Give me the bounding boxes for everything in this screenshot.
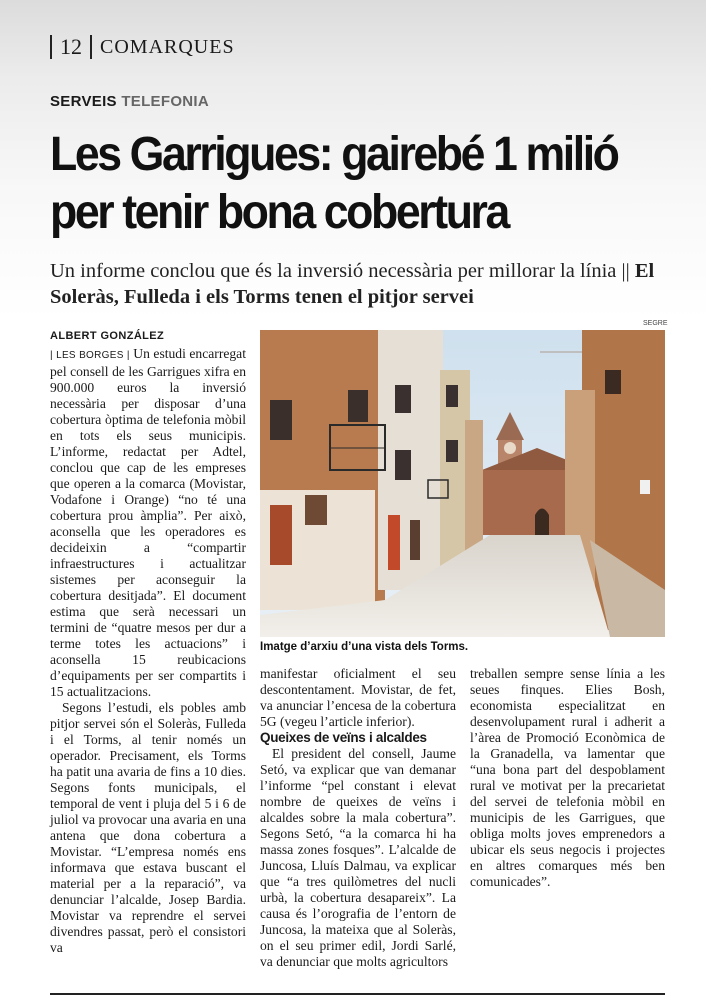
headline-line-1: Les Garrigues: gairebé 1 milió (50, 128, 618, 181)
header-rule-right (90, 35, 92, 59)
kicker-sub: TELEFONIA (121, 93, 210, 110)
subhead (50, 258, 690, 310)
subhead-part-2: El Soleràs, Fulleda i els Torms tenen el pitjor servei (50, 260, 655, 308)
kicker-main: SERVEIS (50, 93, 117, 110)
subhead-part-1: Un informe conclou que és la inversió necessària per millorar la línia || (50, 260, 630, 282)
header-rule-left (50, 35, 52, 59)
dateline: | LES BORGES | (50, 350, 130, 361)
article-column-3 (470, 666, 665, 890)
kicker (50, 93, 209, 110)
paragraph-2: Segons l’estudi, els pobles amb pitjor servei són el Soleràs, Fulleda i el Torms, al tenir només un operador. Precisament, els Torms ha patit una avaria de fins a 10 dies. Segons fonts municipals, el temporal de vent i pluja del 5 i 6 de juliol va provocar una avaria en una antena que dona cobertura a Movistar. “L’empresa només ens informava que estava buscant el material per a la reparació”, va denunciar l’alcalde, Josep Bardia. Movistar va reprendre el servei divendres passat, però el consistori va (50, 700, 246, 955)
article-photo (260, 330, 665, 637)
byline: ALBERT GONZÁLEZ (50, 330, 165, 342)
bottom-rule (50, 993, 665, 995)
photo-caption: Imatge d’arxiu d’una vista dels Torms. (260, 641, 469, 653)
paragraph-1-text: Un estudi encarregat pel consell de les Garrigues xifra en 900.000 euros la inversió necessària per disposar d’una cobertura òptima de telefonia mòbil en tots els seus municipis. L’informe, redactat per Adtel, conclou que cap de les empreses que operen a la comarca (Movistar, Vodafone i Orange) “no té una cobertura prou àmplia”. Per això, aconsella que les operadores es decideixin a “compartir infraestructures i actualitzar sistemes per aconseguir la cobertura desitjada”. El document estima que serà necessari un termini de “quatre mesos per dur a terme totes les actuacions” i aconsella 15 reubicacions d’equipaments per ser compartits i 15 actualitzacions. (50, 346, 246, 699)
section-name: COMARQUES (100, 35, 235, 58)
paragraph-1 (50, 346, 246, 700)
headline (50, 126, 645, 242)
page-number: 12 (60, 34, 82, 59)
paragraph-3: El president del consell, Jaume Setó, va explicar que van demanar l’informe “pel constant i elevat nombre de queixes de veïns i alcaldes sobre la mala cobertura”. Segons Setó, “a la comarca hi ha massa zones fosques”. L’alcalde de Juncosa, Lluís Dalmau, va explicar que “a tres quilòmetres del nucli urbà, la cobertura desapareix”. La causa és l’orografia de l’entorn de Juncosa, la mateixa que al Soleràs, on el seu primer edil, Jordi Sarlé, va denunciar que molts agricultors (260, 746, 456, 969)
photo-credit: SEGRE (643, 320, 668, 327)
paragraph-2-continued: manifestar oficialment el seu descontentament. Movistar, de fet, va anunciar l’encesa de la cobertura 5G (vegeu l’article inferior). (260, 666, 456, 729)
article-column-2 (260, 666, 456, 970)
street-photo-illustration (260, 330, 665, 637)
headline-line-2: per tenir bona cobertura (50, 186, 508, 239)
page-header (50, 32, 235, 62)
article-column-1 (50, 346, 246, 956)
subheading: Queixes de veïns i alcaldes (260, 730, 427, 745)
paragraph-3-continued: treballen sempre sense línia a les seues finques. Elies Bosh, economista especialitzat en desenvolupament rural i adherit a l’àrea de Promoció Econòmica de la Granadella, va lamentar que “una bona part del despoblament rural ve motivat per la precarietat del servei de telefonia mòbil en municipis de les Garrigues, que obliga molts joves emprenedors a ubicar els seus negocis i projectes en altres comarques més ben comunicades”. (470, 666, 665, 889)
